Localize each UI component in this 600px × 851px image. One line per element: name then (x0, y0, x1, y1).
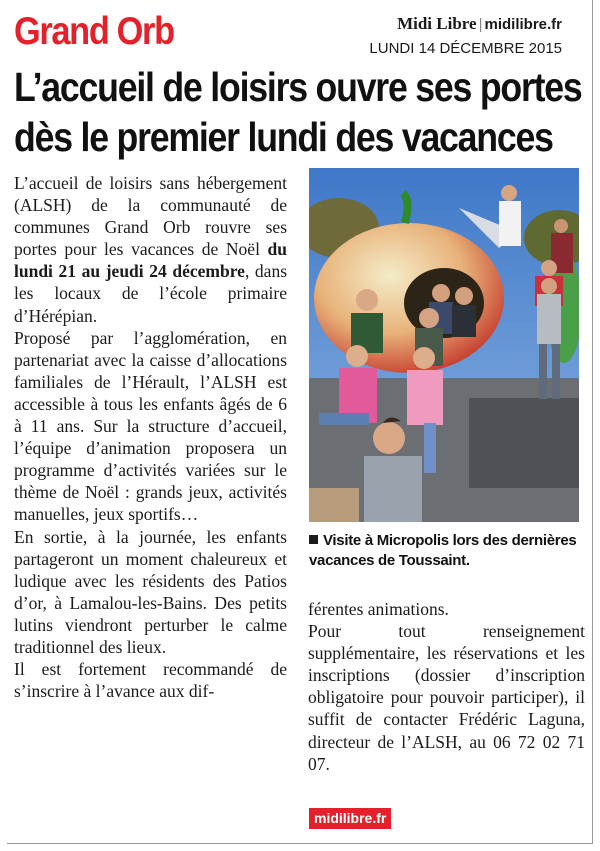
paragraph-recommendation: Il est fortement recommandé de s’inscrire à l’avance aux dif- (14, 659, 287, 702)
paragraph-intro (14, 172, 287, 327)
article-photo (309, 168, 579, 522)
article-column-2 (308, 598, 585, 775)
publication-line (397, 14, 562, 34)
headline (14, 62, 582, 162)
website-badge[interactable]: midilibre.fr (309, 808, 391, 829)
publication-website[interactable]: midilibre.fr (484, 16, 562, 33)
caption-bullet (309, 535, 318, 544)
paragraph-outing: En sortie, à la journée, les enfants partageront un moment chaleureux et ludique avec les résidents des Patios d’or, à Lamalou-les-Bains. Des petits lutins viendront perturber le calme traditionnel des lieux. (14, 526, 287, 657)
publication-name: Midi Libre (397, 14, 477, 33)
publication-date: LUNDI 14 DÉCEMBRE 2015 (369, 40, 562, 57)
paragraph-recommendation-cont: férentes animations. (308, 599, 449, 619)
section-rubric: Grand Orb (14, 10, 174, 53)
paragraph-contact: Pour tout renseignement supplémentaire, les réservations et les inscriptions (dossier d’inscription obligatoire pour pouvoir participer), il suffit de contacter Frédéric Laguna, directeur de l’ALSH, au 06 72 02 71 07. (308, 621, 585, 774)
headline-line-1: L’accueil de loisirs ouvre ses portes (14, 64, 582, 110)
caption-text: Visite à Micropolis lors des dernières vacances de Toussaint. (309, 532, 577, 569)
article-column-1 (14, 172, 287, 702)
intro-dates: du lundi 21 au jeudi 24 décembre (14, 239, 287, 282)
intro-location: , dans les locaux de l’école primaire d’Hérépian. (14, 261, 287, 326)
paragraph-program: Proposé par l’agglomération, en partenariat avec la caisse d’allocations familiales de l’Hérault, l’ALSH est accessible à tous les enfants âgés de 6 à 11 ans. Sur la structure d’accueil, l’équipe d’animation proposera un programme d’activités variées sur le thème de Noël : grands jeux, activités manuelles, jeux sportifs… (14, 327, 287, 525)
photo-caption (309, 531, 584, 571)
headline-line-2: dès le premier lundi des vacances (14, 114, 553, 160)
separator: | (478, 16, 483, 33)
intro-text: L’accueil de loisirs sans hébergement (ALSH) de la communauté de communes Grand Orb rouvre ses portes pour les vacances de Noël (14, 173, 287, 260)
